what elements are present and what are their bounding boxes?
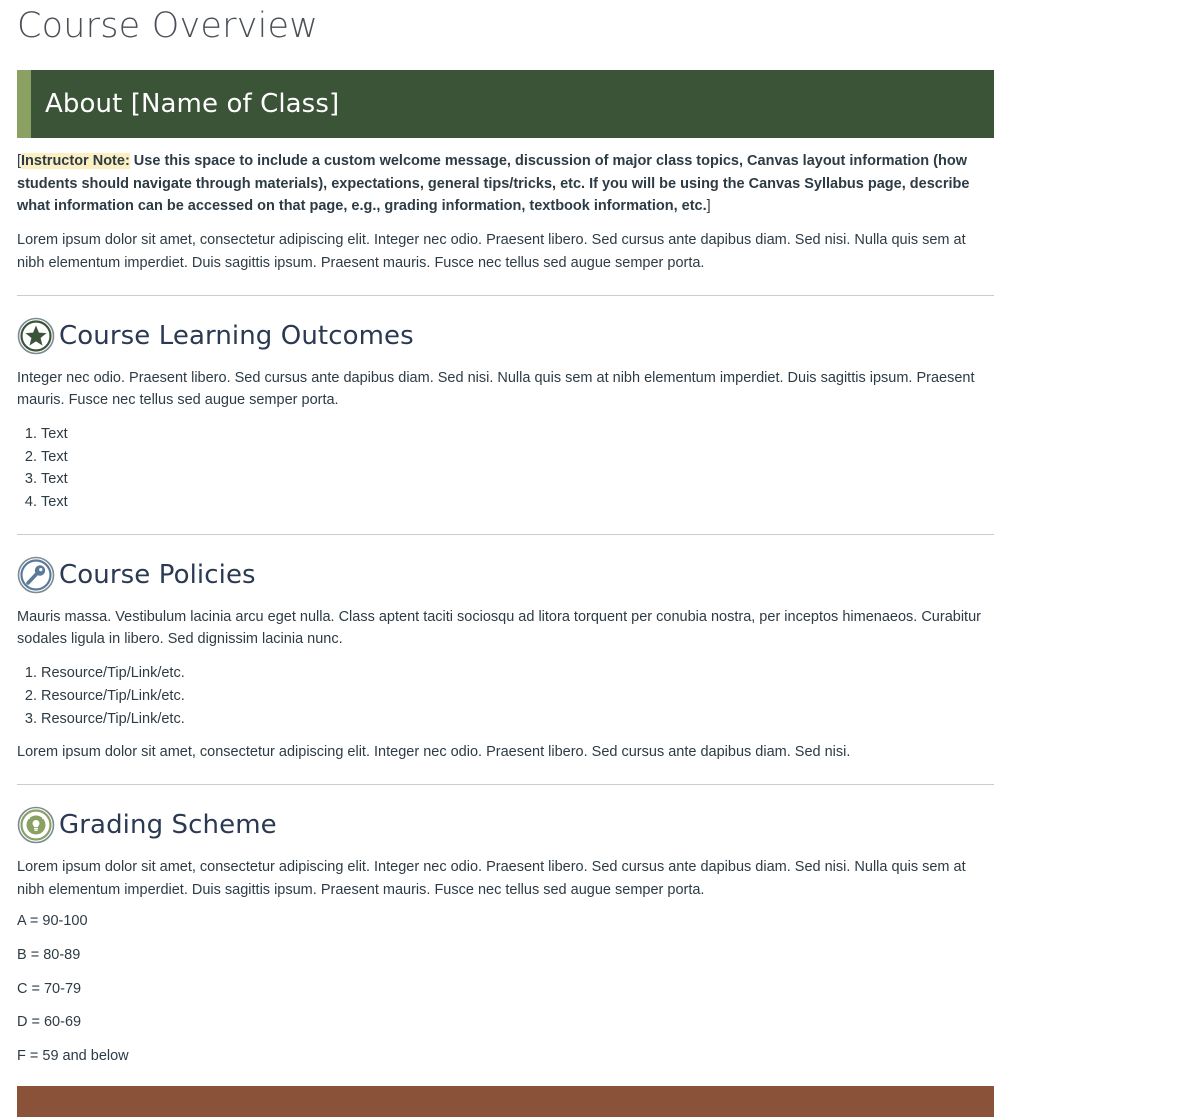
course-overview-page [17, 0, 994, 1068]
star-icon [17, 317, 55, 355]
page-title: Course Overview [17, 6, 319, 46]
about-paragraph: Lorem ipsum dolor sit amet, consectetur adipiscing elit. Integer nec odio. Praesent libero. Sed cursus ante dapibus diam. Sed nisi. Nulla quis sem at nibh elementum imperdiet. Duis sagittis ipsum. Praesent mauris. Fusce nec tellus sed augue semper porta. [17, 232, 966, 271]
grade-row: C = 70-79 [17, 980, 82, 997]
policies-heading [17, 555, 994, 595]
list-item: 2. Text [41, 446, 994, 469]
outcomes-paragraph: Integer nec odio. Praesent libero. Sed cursus ante dapibus diam. Sed nisi. Nulla quis sem at nibh elementum imperdiet. Duis sagittis ipsum. Praesent mauris. Fusce nec tellus sed augue semper porta. [17, 369, 975, 409]
section-divider [17, 295, 994, 296]
section-divider [17, 534, 994, 535]
grade-row: D = 60-69 [17, 1014, 82, 1031]
instructor-note-text: Use this space to include a custom welcome message, discussion of major class topics, Canvas layout information (how students should navigate through materials), expectations, general tips/tricks, etc. If you will be using the Canvas Syllabus page, describe what information can be accessed on that page, e.g., grading information, textbook information, etc. [17, 153, 970, 215]
grade-row: B = 80-89 [17, 947, 81, 964]
list-item: 1. Resource/Tip/Link/etc. [41, 662, 994, 685]
section-divider [17, 784, 994, 785]
instructor-note-label: Instructor Note: [21, 153, 130, 169]
about-banner-title: About [Name of Class] [45, 89, 340, 119]
grade-row: A = 90-100 [17, 913, 88, 930]
list-item: 4. Text [41, 491, 994, 514]
instructor-note-open-bracket: [ [17, 153, 22, 169]
lightbulb-icon [17, 806, 55, 844]
list-item: 3. Resource/Tip/Link/etc. [41, 708, 994, 731]
list-item: 2. Resource/Tip/Link/etc. [41, 685, 994, 708]
instructor-note [17, 150, 994, 218]
grade-row: F = 59 and below [17, 1048, 129, 1065]
policies-title: Course Policies [59, 559, 256, 590]
grading-heading [17, 805, 994, 845]
policies-paragraph: Mauris massa. Vestibulum lacinia arcu eget nulla. Class aptent taciti sociosqu ad litora torquent per conubia nostra, per inceptos himenaeos. Curabitur sodales ligula in libero. Sed dignissim lacinia nunc. [17, 608, 981, 648]
grading-paragraph: Lorem ipsum dolor sit amet, consectetur adipiscing elit. Integer nec odio. Praesent libero. Sed cursus ante dapibus diam. Sed nisi. Nulla quis sem at nibh elementum imperdiet. Duis sagittis ipsum. Praesent mauris. Fusce nec tellus sed augue semper porta. [17, 858, 966, 898]
key-icon [17, 556, 55, 594]
grading-title: Grading Scheme [59, 809, 277, 840]
outcomes-title: Course Learning Outcomes [59, 320, 414, 351]
policies-footer-paragraph: Lorem ipsum dolor sit amet, consectetur adipiscing elit. Integer nec odio. Praesent libero. Sed cursus ante dapibus diam. Sed nisi. [17, 744, 851, 761]
next-section-banner [17, 1086, 994, 1117]
policies-list [17, 662, 994, 730]
list-item: 1. Text [41, 423, 994, 446]
outcomes-list [17, 423, 994, 514]
about-banner [17, 70, 994, 138]
list-item: 3. Text [41, 468, 994, 491]
instructor-note-close-bracket: ] [706, 198, 711, 215]
outcomes-heading [17, 316, 994, 356]
